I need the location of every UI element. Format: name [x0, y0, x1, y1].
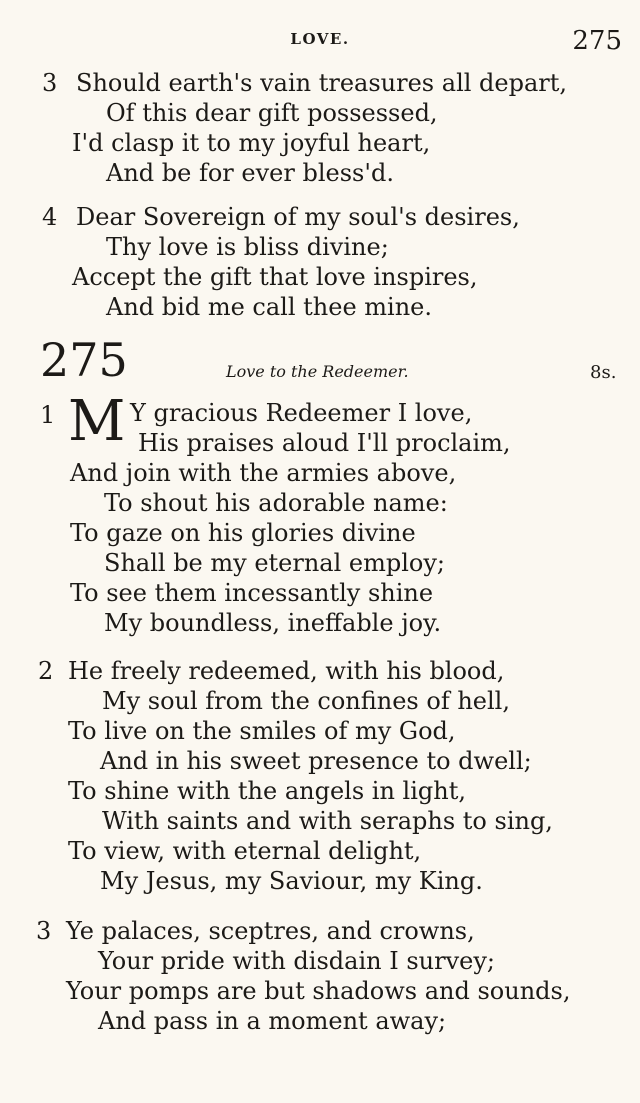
drop-cap: M [68, 389, 126, 454]
hymn-line: Your pomps are but shadows and sounds, [66, 977, 571, 1005]
verse-number: 3 [42, 69, 58, 97]
hymn-line: Thy love is bliss divine; [106, 233, 389, 261]
hymn-line: And bid me call thee mine. [106, 293, 432, 321]
hymn-line: And pass in a moment away; [98, 1007, 447, 1035]
hymn-line: With saints and with seraphs to sing, [102, 807, 553, 835]
verse-number: 1 [40, 401, 56, 429]
verse-number: 2 [38, 657, 54, 685]
hymn-line: My soul from the confines of hell, [102, 687, 510, 715]
page-number: 275 [572, 26, 622, 56]
hymn-line: Accept the gift that love inspires, [72, 263, 478, 291]
hymn-line: His praises aloud I'll proclaim, [138, 429, 511, 457]
hymn-line: Ye palaces, sceptres, and crowns, [66, 917, 475, 945]
hymn-line: To view, with eternal delight, [68, 837, 422, 865]
hymn-line: He freely redeemed, with his blood, [68, 657, 505, 685]
verse-number: 4 [42, 203, 58, 231]
hymn-line: Your pride with disdain I survey; [98, 947, 495, 975]
verse-number: 3 [36, 917, 52, 945]
hymn-title: Love to the Redeemer. [226, 362, 409, 381]
hymn-line: My Jesus, my Saviour, my King. [100, 867, 483, 895]
hymn-line: To gaze on his glories divine [70, 519, 416, 547]
hymn-line: And join with the armies above, [70, 459, 457, 487]
hymn-line: I'd clasp it to my joyful heart, [72, 129, 431, 157]
hymn-line: And in his sweet presence to dwell; [100, 747, 532, 775]
hymn-line: Should earth's vain treasures all depart, [76, 69, 568, 97]
hymn-meter: 8s. [590, 362, 617, 383]
hymn-line: My boundless, ineffable joy. [104, 609, 442, 637]
hymn-line: To shine with the angels in light, [68, 777, 467, 805]
hymn-line: Of this dear gift possessed, [106, 99, 438, 127]
hymn-line: To see them incessantly shine [70, 579, 434, 607]
hymn-line: And be for ever bless'd. [106, 159, 394, 187]
hymn-line: To live on the smiles of my God, [68, 717, 456, 745]
hymn-line: Shall be my eternal employ; [104, 549, 446, 577]
hymn-number: 275 [40, 333, 128, 387]
running-header-title: LOVE. [290, 30, 350, 48]
hymn-line: Dear Sovereign of my soul's desires, [76, 203, 520, 231]
hymn-line: Y gracious Redeemer I love, [130, 399, 473, 427]
hymn-line: To shout his adorable name: [104, 489, 448, 517]
